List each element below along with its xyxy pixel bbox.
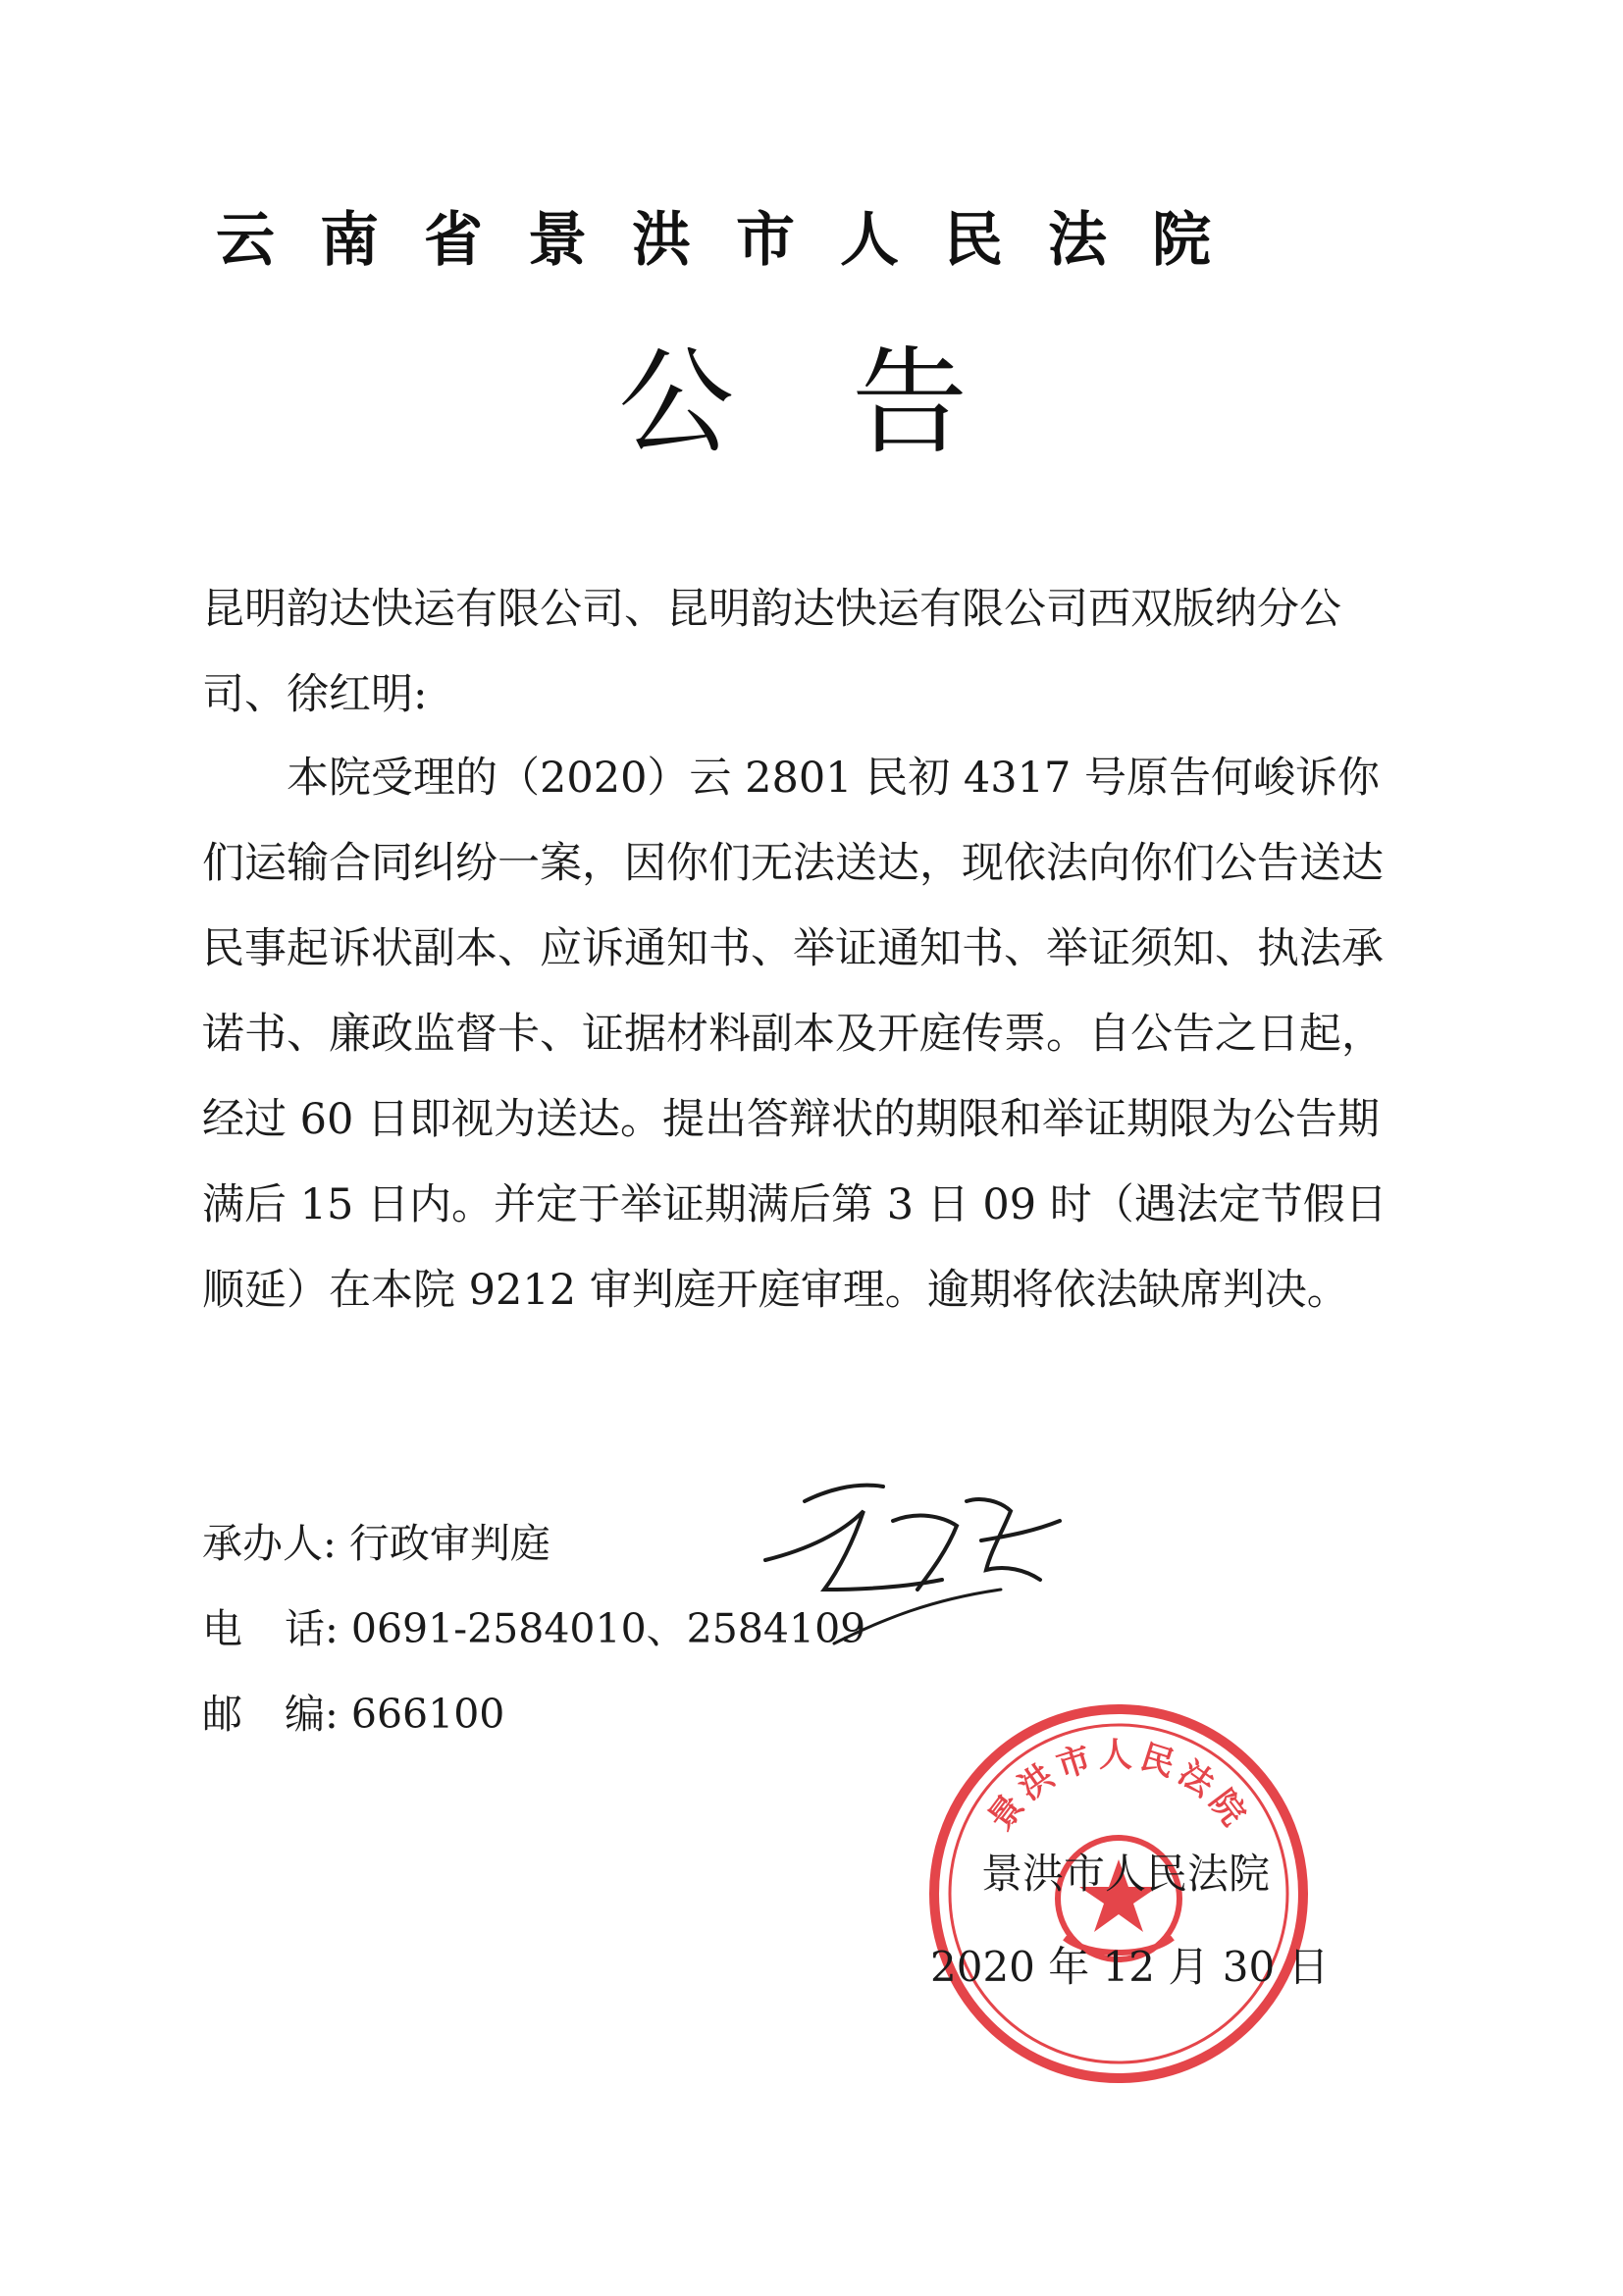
postcode-label-rest: 编:	[285, 1691, 339, 1738]
handwritten-signature	[746, 1442, 1070, 1648]
issuing-court: 景洪市人民法院	[981, 1850, 1271, 1898]
svg-text:景洪市人民法院	[981, 1736, 1257, 1838]
handler-value: 行政审判庭	[348, 1520, 550, 1567]
notice-title: 公告	[618, 335, 1086, 470]
postcode-line	[202, 1672, 504, 1757]
addressee: 昆明韵达快运有限公司、昆明韵达快运有限公司西双版纳分公司、徐红明:	[202, 585, 1341, 719]
postcode-label	[202, 1672, 339, 1757]
phone-label	[202, 1587, 339, 1672]
seal-arc-text: 景洪市人民法院	[980, 1735, 1257, 1838]
postcode-label-first-char: 邮	[202, 1691, 285, 1738]
phone-value: 0691-2584010、2584109	[350, 1605, 866, 1652]
phone-label-rest: 话:	[285, 1605, 339, 1652]
handler-label: 承办人:	[202, 1520, 337, 1567]
phone-label-first-char: 电	[202, 1605, 285, 1652]
court-name-heading: 云南省景洪市人民法院	[216, 206, 1256, 275]
handler-line	[202, 1501, 550, 1587]
postcode-value: 666100	[350, 1691, 505, 1738]
notice-body: 本院受理的（2020）云 2801 民初 4317 号原告何峻诉你们运输合同纠纷一案，因你们无法送达，现依法向你们公告送达民事起诉状副本、应诉通知书、举证通知书、举证须知、执法承诺书、廉政监督卡、证据材料副本及开庭传票。自公告之日起，经过 60 日即视为送达。提出答辩状的期限和举证期限为公告期满后 15 日内。并定于举证期满后第 3 日 09 时（遇法定节假日顺延）在本院 9212 审判庭开庭审理。逾期将依法缺席判决。	[202, 754, 1387, 1315]
issue-date: 2020 年 12 月 30 日	[930, 1943, 1330, 1991]
